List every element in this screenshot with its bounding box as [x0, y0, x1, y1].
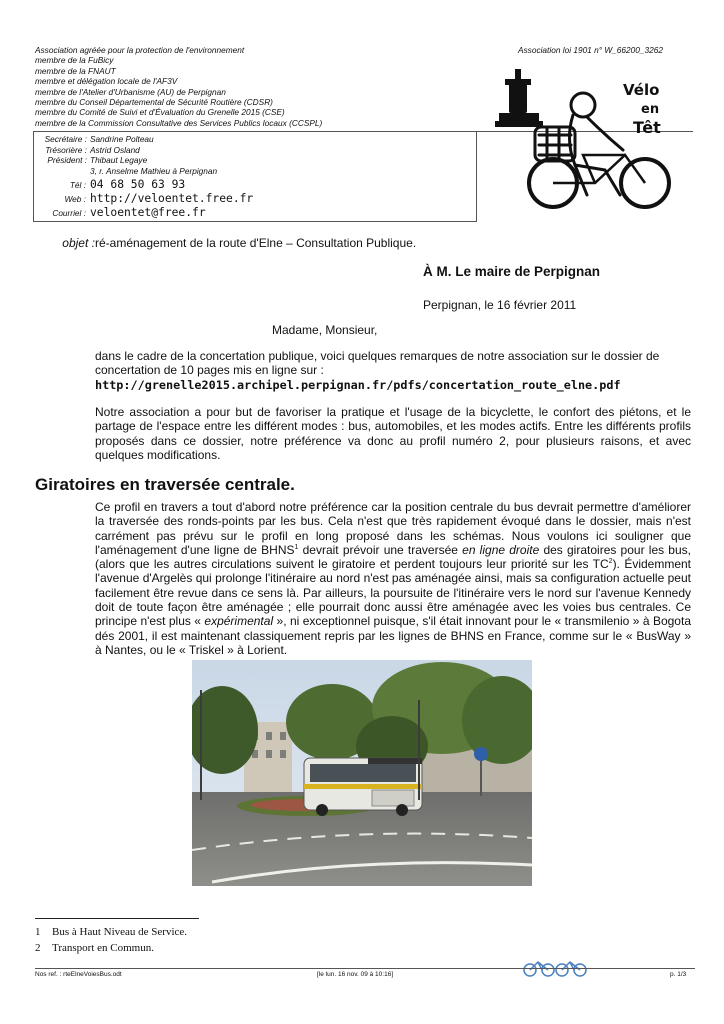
footnotes — [35, 924, 187, 956]
emphasis: en ligne droite — [462, 542, 540, 557]
email-link[interactable]: veloentet@free.fr — [90, 206, 206, 219]
para-text: des giratoires pour les bus, (alors que les autres circulations suivent le giratoire et perdent toujours leur priorité sur les TC — [95, 542, 691, 572]
footnote-ref[interactable]: 1 — [294, 543, 299, 551]
letter-date: Perpignan, le 16 février 2011 — [423, 298, 577, 312]
footnote-ref[interactable]: 2 — [608, 558, 613, 566]
contact-row — [28, 206, 253, 220]
footnote-number: 1 — [35, 926, 41, 938]
phone-value: 04 68 50 63 93 — [90, 178, 186, 191]
contact-row — [28, 178, 253, 192]
footer-rule — [35, 968, 695, 969]
contact-list — [28, 178, 253, 220]
footnote-text: Transport en Commun. — [52, 942, 154, 954]
salutation: Madame, Monsieur, — [272, 323, 378, 337]
affiliation-line: membre et délégation locale de l'AF3V — [35, 76, 178, 87]
officer-row — [28, 166, 217, 177]
officer-value: Sandrine Polteau — [90, 134, 154, 144]
footnote — [35, 924, 187, 940]
para-text: », ni exceptionnel puisque, s'il était innovant pour le « transmilenio » à Bogota dés 2001, il est maintenant classiquement repris par les lignes de BHNS en France, comme sur le « BusWay » à Nantes, ou le « Triskel » à Lorient. — [95, 614, 691, 657]
footnote-rule — [35, 918, 199, 919]
velo-en-tet-logo — [495, 55, 695, 215]
para-text: ). Évidemment l'avenue d'Argelès qui prolonge l'itinéraire au nord n'est pas aménagée ainsi, mais sa configuration actuelle peut facilement être revue dans ce sens là. Par ailleurs, la poursuite de l'itinéraire vers le nord sur l'avenue Kennedy doit de toute façon être aménagée ; elle pourrait donc aussi être aménagée avec les voies bus centrales. Ce principe n'est plus « — [95, 557, 692, 629]
affiliation-line: membre de la FuBicy — [35, 55, 114, 66]
phone-label: Tél : — [69, 180, 86, 190]
footnote-number: 2 — [35, 942, 41, 954]
officer-row — [28, 155, 217, 166]
officer-row — [28, 134, 217, 145]
web-label: Web : — [64, 194, 86, 204]
affiliations-list — [35, 45, 322, 128]
logo-word: Vélo — [623, 81, 660, 99]
officer-value: Thibaut Legaye — [90, 155, 148, 165]
dossier-url-link[interactable]: http://grenelle2015.archipel.perpignan.fr/pdfs/concertation_route_elne.pdf — [95, 377, 621, 392]
affiliation-line: membre du Conseil Départemental de Sécurité Routière (CDSR) — [35, 97, 273, 108]
intro-text: dans le cadre de la concertation publique, voici quelques remarques de notre association sur le dossier de concertation de 10 pages mis en ligne sur : — [95, 349, 660, 378]
footnote — [35, 940, 187, 956]
bicycles-icon — [520, 954, 590, 978]
footer-reference: Nos ref. : rteElneVoiesBus.odt — [35, 971, 122, 978]
emphasis: expérimental — [204, 614, 274, 629]
para-text: devrait prévoir une traversée — [298, 542, 463, 557]
affiliation-line: membre de la Commission Consultative des Services Publics locaux (CCSPL) — [35, 117, 323, 128]
officer-label: Secrétaire : — [44, 134, 87, 144]
affiliation-line: membre de la FNAUT — [35, 65, 116, 76]
affiliation-line: membre du Comité de Suivi et d'Évaluation du Grenelle 2015 (CSE) — [35, 107, 285, 118]
officer-label: Trésorière : — [45, 144, 87, 155]
intro-paragraph — [95, 349, 691, 392]
officer-row — [28, 145, 217, 156]
recipient: À M. Le maire de Perpignan — [423, 264, 601, 279]
footer-timestamp: [le lun. 16 nov. 09 à 10:16] — [317, 971, 394, 978]
object-text: ré-aménagement de la route d'Elne – Consultation Publique. — [95, 236, 417, 250]
purpose-paragraph: Notre association a pour but de favoriser la pratique et l'usage de la bicyclette, le confort des piétons, et le partage de l'espace entre les différent modes : bus, automobiles, et les modes actifs. Entre les différents profils proposés dans ce dossier, notre préférence va donc au profil numéro 2, pour plusieurs raisons, et avec quelques modifications. — [95, 405, 691, 462]
affiliation-line: Association agréée pour la protection de l'environnement — [35, 45, 245, 55]
officer-label — [28, 166, 90, 177]
officer-label: Président : — [47, 155, 87, 165]
page-number: p. 1/3 — [670, 971, 687, 978]
officer-value: Astrid Osland — [90, 144, 140, 155]
web-link[interactable]: http://veloentet.free.fr — [90, 192, 254, 205]
logo-word: en — [641, 102, 660, 117]
footnote-text: Bus à Haut Niveau de Service. — [52, 926, 188, 938]
para-text: Ce profil en travers a tout d'abord notre préférence car la position centrale du bus devrait permettre d'améliorer la traversée des ronds-points par les bus. Cela n'est que très rapidement évoqué dans le dossier, mais n'est carrément pas prévu sur le profil en long proposé dans les schémas. Nous voulons ici souligner que l'aménagement d'une ligne de BHNS — [95, 500, 691, 557]
contact-row — [28, 192, 253, 206]
registration-number: Association loi 1901 n° W_66200_3262 — [518, 45, 663, 55]
logo-word: Têt — [633, 118, 661, 137]
officer-address: 3, r. Anselme Mathieu à Perpignan — [90, 165, 218, 176]
email-label: Courriel : — [52, 208, 86, 218]
bus-roundabout-photo — [192, 660, 532, 886]
affiliation-line: membre de l'Atelier d'Urbanisme (AU) de Perpignan — [35, 86, 226, 97]
officers-list — [28, 134, 217, 176]
section-title: Giratoires en traversée centrale. — [35, 475, 295, 494]
object-label: objet : — [62, 236, 95, 250]
roundabout-paragraph — [95, 500, 691, 657]
